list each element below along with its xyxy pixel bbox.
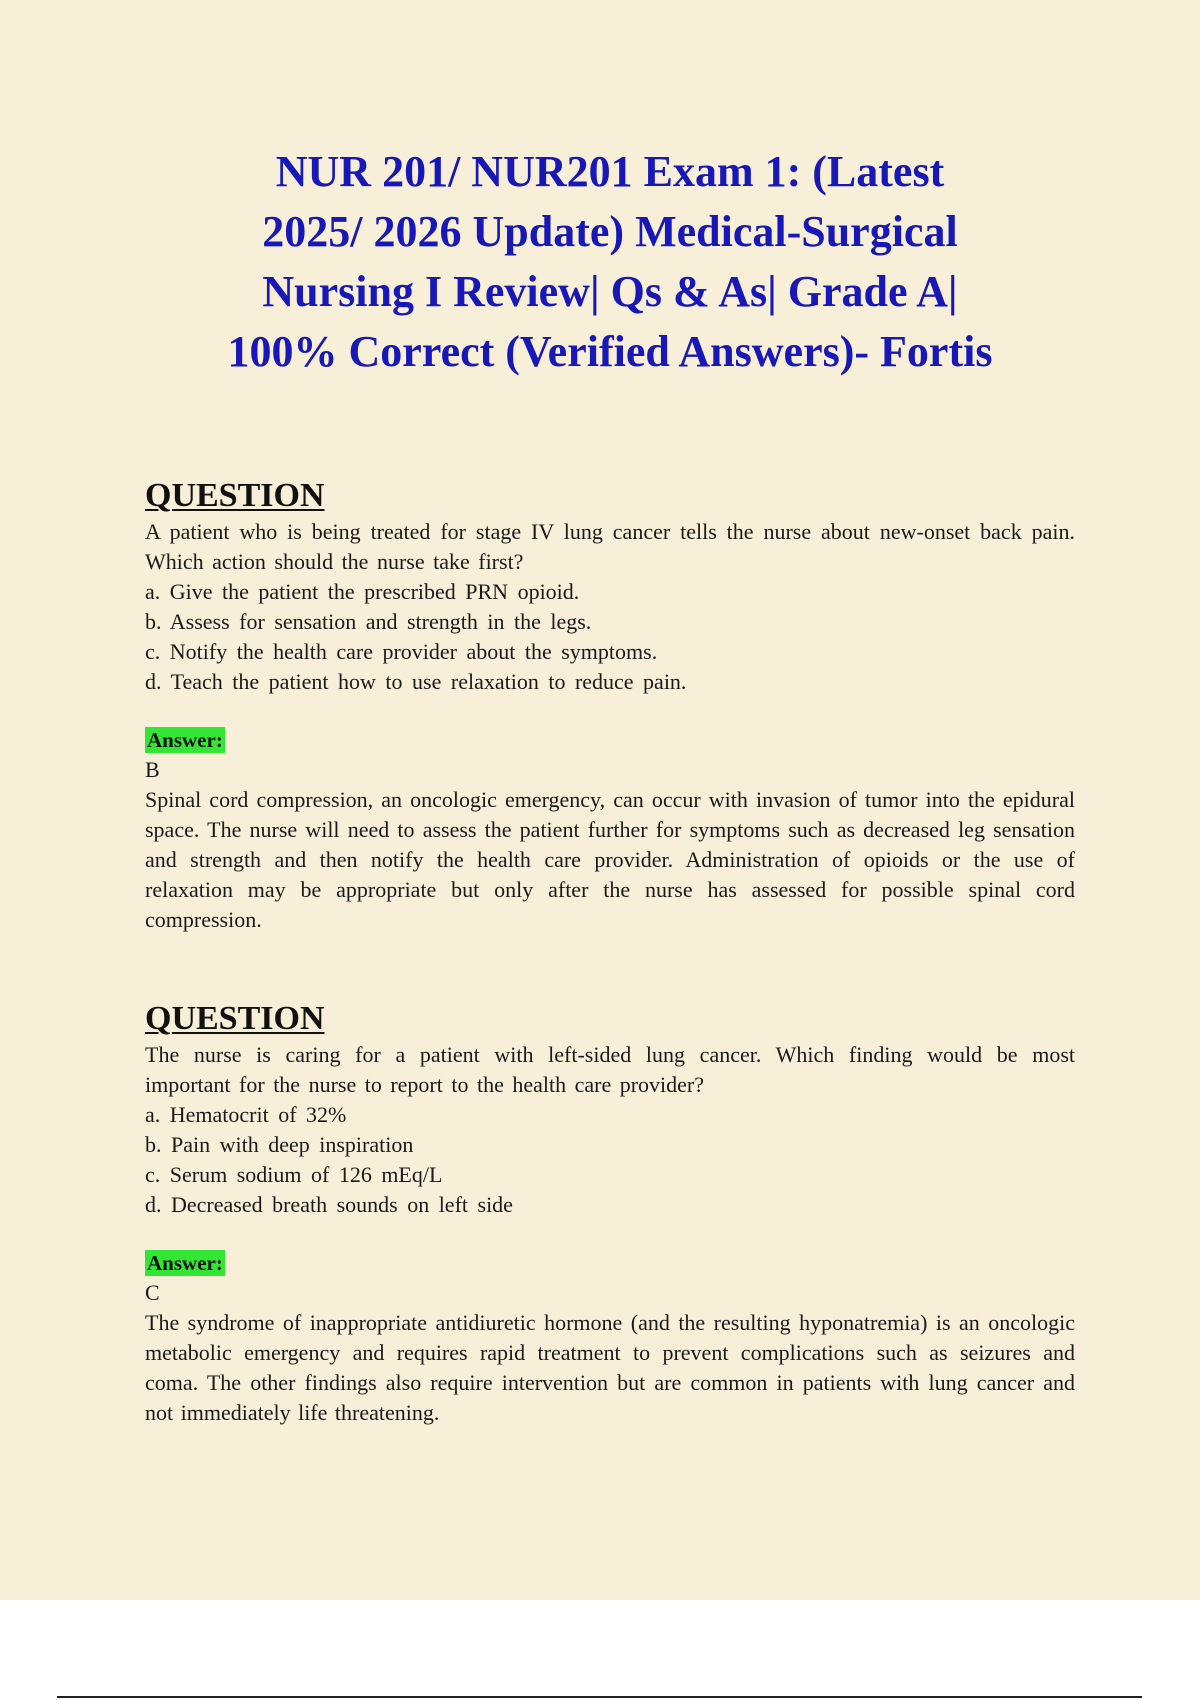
title-line: 2025/ 2026 Update) Medical-Surgical: [262, 207, 958, 256]
option-item: c. Serum sodium of 126 mEq/L: [145, 1162, 443, 1187]
footer-divider: [57, 1696, 1142, 1698]
option-item: c. Notify the health care provider about the symptoms.: [145, 639, 658, 664]
answer-label: Answer:: [147, 1251, 223, 1275]
answer-explanation: The syndrome of inappropriate antidiuretic hormone (and the resulting hyponatremia) is an oncologic metabolic emergency and requires rapid treatment to prevent complications such as seizures and coma. The other findings also require intervention but are common in patients with lung cancer and not immediately life threatening.: [145, 1310, 1075, 1425]
title-line: NUR 201/ NUR201 Exam 1: (Latest: [275, 147, 945, 196]
answer-label: Answer:: [147, 728, 223, 752]
option-item: b. Assess for sensation and strength in the legs.: [145, 609, 592, 634]
question-text: The nurse is caring for a patient with left-sided lung cancer. Which finding would be most important for the nurse to report to the health care provider?: [145, 1042, 1075, 1097]
option-item: a. Hematocrit of 32%: [145, 1102, 347, 1127]
option-item: b. Pain with deep inspiration: [145, 1132, 414, 1157]
answer-options: [145, 577, 1075, 697]
option-item: a. Give the patient the prescribed PRN opioid.: [145, 579, 580, 604]
answer-explanation: Spinal cord compression, an oncologic emergency, can occur with invasion of tumor into the epidural space. The nurse will need to assess the patient further for symptoms such as decreased leg sensation and strength and then notify the health care provider. Administration of opioids or the use of relaxation may be appropriate but only after the nurse has assessed for possible spinal cord compression.: [145, 787, 1075, 932]
question-text: A patient who is being treated for stage IV lung cancer tells the nurse about new-onset back pain. Which action should the nurse take first?: [145, 519, 1075, 574]
question-block-1: [145, 477, 1075, 935]
document-title: [150, 142, 1070, 382]
question-block-2: [145, 1000, 1075, 1428]
answer-options: [145, 1100, 1075, 1220]
question-heading: QUESTION: [145, 1000, 325, 1037]
option-item: d. Teach the patient how to use relaxation to reduce pain.: [145, 669, 687, 694]
option-item: d. Decreased breath sounds on left side: [145, 1192, 513, 1217]
title-line: Nursing I Review| Qs & As| Grade A|: [262, 267, 958, 316]
title-line: 100% Correct (Verified Answers)- Fortis: [227, 327, 993, 376]
answer-letter: C: [145, 1280, 160, 1305]
answer-letter: B: [145, 757, 160, 782]
question-heading: QUESTION: [145, 477, 325, 514]
